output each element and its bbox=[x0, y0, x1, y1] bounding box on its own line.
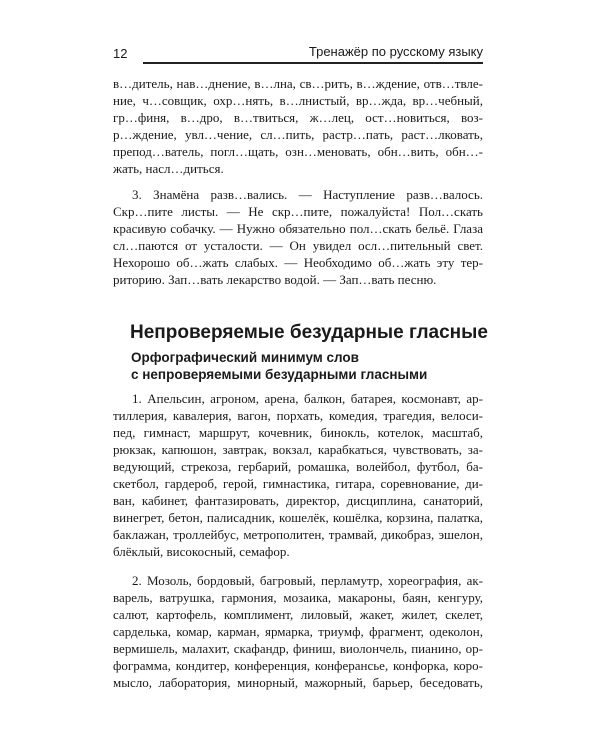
text-line: Скр…пите листы. — Не скр…пите, пожалуйста! Пол…скать bbox=[113, 204, 483, 219]
text-line: Нехорошо об…жать слабых. — Необходимо об…жать эту тер- bbox=[113, 255, 483, 270]
text-line: препод…ватель, погл…щать, озн…меновать, обн…вить, обн…- bbox=[113, 144, 483, 159]
paragraph-continued bbox=[113, 75, 483, 177]
text-line: рюкзак, капюшон, завтрак, вокзал, карабкаться, чувствовать, за- bbox=[113, 442, 483, 457]
text-line: риторию. Зап…вать лекарство водой. — Зап…вать песню. bbox=[113, 272, 437, 287]
page-number: 12 bbox=[113, 46, 128, 61]
text-line: салют, картофель, комплимент, лиловый, жакет, жилет, скелет, bbox=[113, 607, 483, 622]
text-line: баклажан, троллейбус, метрополитен, трамвай, дикобраз, эшелон, bbox=[113, 527, 483, 542]
subsection-title bbox=[131, 349, 427, 383]
text-line: винегрет, бетон, палисадник, кошелёк, кошёлка, корзина, палатка, bbox=[113, 510, 483, 525]
text-line: ван, кабинет, фантазировать, директор, дисциплина, санаторий, bbox=[113, 493, 483, 508]
text-line: в…дитель, нав…днение, в…лна, св…рить, в…ждение, отв…твле- bbox=[113, 76, 483, 91]
text-line: ведующий, стрекоза, гербарий, ромашка, волейбол, футбол, ба- bbox=[113, 459, 483, 474]
header-rule bbox=[143, 62, 483, 64]
text-line: р…ждение, увл…чение, сл…пить, растр…пать, раст…лковать, bbox=[113, 127, 483, 142]
text-line: фограмма, кондитер, конференция, конферансье, конфорка, коро- bbox=[113, 658, 483, 673]
text-line: гр…финя, в…дро, в…твиться, ж…лец, ост…новиться, воз- bbox=[113, 110, 483, 125]
exercise-3 bbox=[113, 186, 483, 288]
running-header bbox=[113, 44, 483, 64]
text-line: жать, насл…диться. bbox=[113, 161, 224, 176]
subsection-title-line: с непроверяемыми безударными гласными bbox=[131, 367, 428, 382]
text-line: блёклый, високосный, семафор. bbox=[113, 544, 290, 559]
text-line: варель, ватрушка, гармония, мозаика, макароны, баян, кенгуру, bbox=[113, 590, 483, 605]
text-line: вермишель, малахит, скафандр, финиш, виолончель, пианино, ор- bbox=[113, 641, 483, 656]
running-title: Тренажёр по русскому языку bbox=[308, 44, 483, 59]
text-line: пед, гимнаст, маршрут, кочевник, бинокль, котелок, масштаб, bbox=[113, 425, 483, 440]
word-list-1 bbox=[113, 390, 483, 560]
text-line: сарделька, комар, карман, ярмарка, триумф, фрагмент, одеколон, bbox=[113, 624, 483, 639]
text-line: тиллерия, кавалерия, вагон, порхать, комедия, трагедия, велоси- bbox=[113, 408, 483, 423]
text-line: 1. Апельсин, агроном, арена, балкон, батарея, космонавт, ар- bbox=[132, 391, 483, 406]
text-line: ние, ч…совщик, охр…нять, в…лнистый, вр…жда, вр…чебный, bbox=[113, 93, 483, 108]
text-line: скетбол, гардероб, герой, гимнастика, гитара, соревнование, ди- bbox=[113, 476, 483, 491]
text-line: красивую собачку. — Нужно обязательно пол…скать бельё. Глаза bbox=[113, 221, 483, 236]
subsection-title-line: Орфографический минимум слов bbox=[131, 350, 359, 365]
text-line: 2. Мозоль, бордовый, багровый, перламутр, хореография, ак- bbox=[132, 573, 483, 588]
section-title: Непроверяемые безударные гласные bbox=[130, 322, 488, 343]
text-line: сл…паются от усталости. — Он увидел осл…пительный свет. bbox=[113, 238, 483, 253]
text-line: мысло, лаборатория, минорный, мажорный, барьер, беседовать, bbox=[113, 675, 483, 690]
word-list-2 bbox=[113, 572, 483, 691]
text-line: 3. Знамёна разв…вались. — Наступление разв…валось. bbox=[132, 187, 483, 202]
